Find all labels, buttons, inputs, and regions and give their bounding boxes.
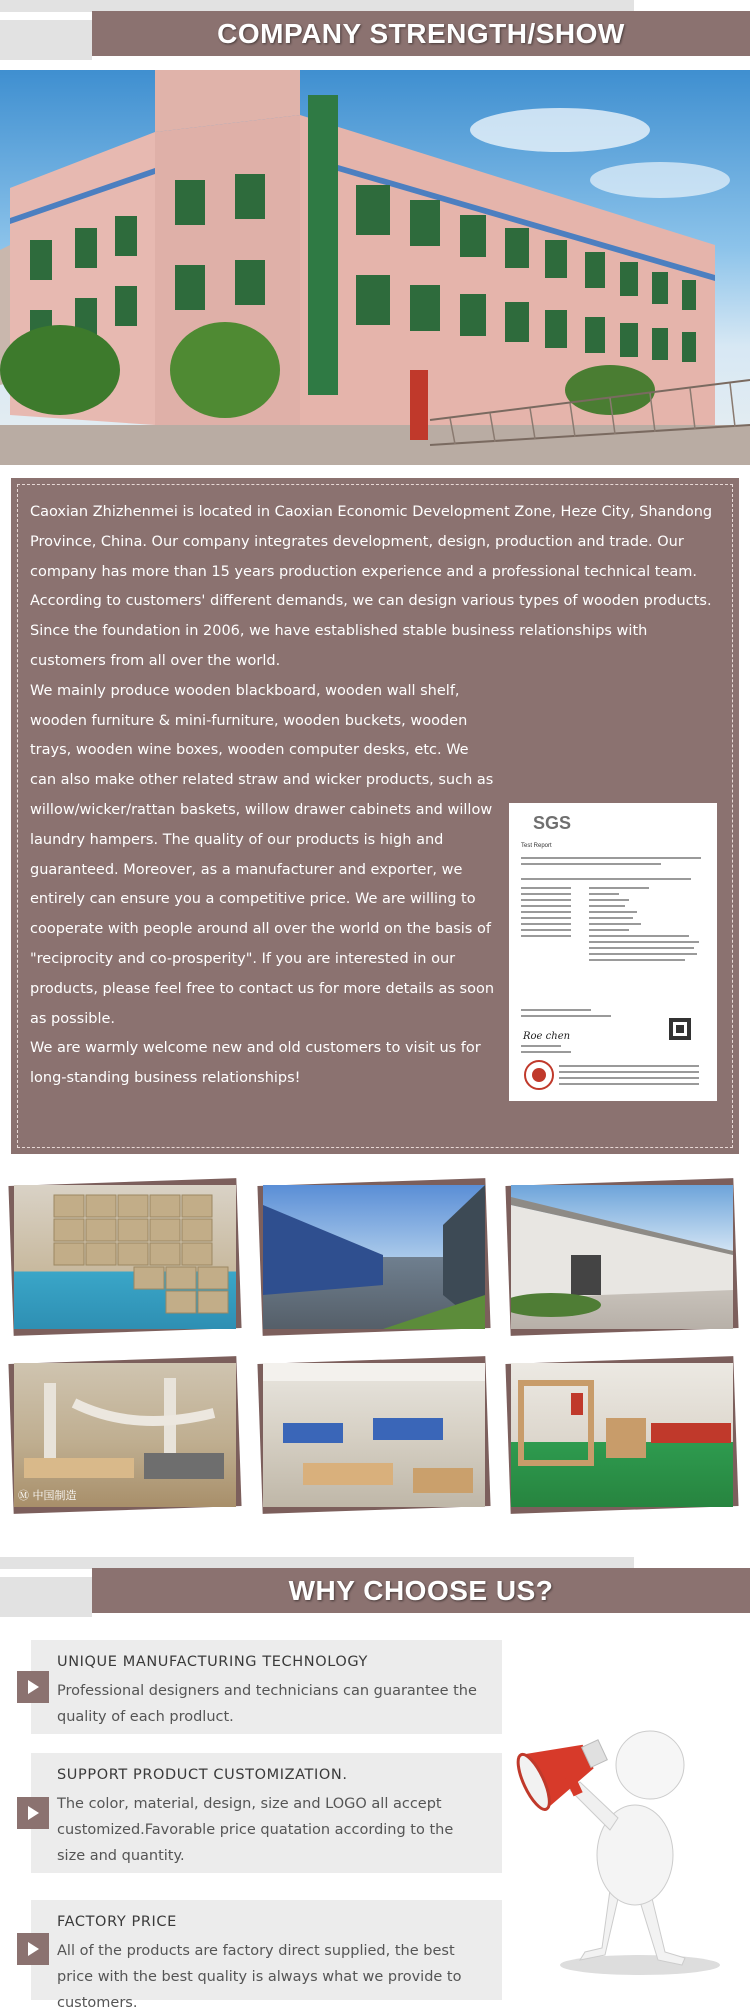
why-item-title: FACTORY PRICE bbox=[57, 1914, 177, 1930]
photo-assembly-workshop bbox=[508, 1360, 736, 1510]
sgs-logo: SGS bbox=[533, 812, 572, 833]
section-title-why-choose-us: WHY CHOOSE US? bbox=[92, 1568, 750, 1613]
photo-factory-road bbox=[260, 1182, 488, 1332]
header-accent-block bbox=[0, 20, 92, 60]
why-item-title: SUPPORT PRODUCT CUSTOMIZATION. bbox=[57, 1767, 348, 1783]
why-item-customization bbox=[31, 1753, 502, 1873]
company-intro-text bbox=[30, 498, 720, 1101]
photo-warehouse-boxes bbox=[11, 1182, 239, 1332]
section-title-company-strength: COMPANY STRENGTH/SHOW bbox=[92, 11, 750, 56]
photo-factory-hall-exterior bbox=[508, 1182, 736, 1332]
why-item-factory-price bbox=[31, 1900, 502, 2011]
megaphone-man-icon bbox=[510, 1690, 735, 1980]
certificate-doc-title: Test Report bbox=[521, 842, 552, 849]
sgs-certificate-image bbox=[509, 803, 717, 1101]
why-item-title: UNIQUE MANUFACTURING TECHNOLOGY bbox=[57, 1654, 368, 1670]
why-item-manufacturing-technology bbox=[31, 1640, 502, 1734]
certificate-signature: Roe chen bbox=[523, 1030, 571, 1042]
intro-paragraph: We mainly produce wooden blackboard, wooden wall shelf, wooden furniture & mini-furniture, wooden buckets, wooden trays, wooden wine boxes, wooden computer desks, etc. We can also make other related straw and wicker products, such as willow/wicker/rattan baskets, willow drawer cabinets and willow laundry hampers. The quality of our products is high and guaranteed. Moreover, as a manufacturer and exporter, we entirely can ensure you a competitive price. We are willing to cooperate with people around all over the world on the basis of "reciprocity and co-prosperity". If you are interested in our products, please feel free to contact us for more details as soon as possible. bbox=[30, 682, 495, 1027]
photo-workshop-machinery bbox=[11, 1360, 239, 1510]
sgs-certificate bbox=[509, 803, 717, 1101]
why-item-description: Professional designers and technicians can guarantee the quality of each prodluct. bbox=[57, 1683, 477, 1725]
play-arrow-icon bbox=[17, 1671, 49, 1703]
photo-production-floor bbox=[260, 1360, 488, 1510]
play-arrow-icon bbox=[17, 1933, 49, 1965]
why-item-description: All of the products are factory direct supplied, the best price with the best quality is always what we provide to customers. bbox=[57, 1943, 462, 2011]
made-in-china-watermark: Ⓜ 中国制造 bbox=[18, 1489, 77, 1502]
company-intro-panel bbox=[11, 478, 739, 1154]
play-arrow-icon bbox=[17, 1797, 49, 1829]
factory-building-photo bbox=[0, 70, 750, 465]
intro-paragraph: According to customers' different demands, we can design various types of wooden products. Since the foundation in 2006, we have established stable business relationships with customers from all over the world. bbox=[30, 593, 712, 669]
intro-paragraph: We are warmly welcome new and old customers to visit us for long-standing business relationships! bbox=[30, 1040, 481, 1087]
factory-illustration bbox=[0, 70, 750, 465]
intro-paragraph: Caoxian Zhizhenmei is located in Caoxian Economic Development Zone, Heze City, Shandong Province, China. Our company integrates development, design, production and trade. Our company has more than 15 years production experience and a professional technical team. bbox=[30, 504, 713, 580]
why-item-description: The color, material, design, size and LOGO all accept customized.Favorable price quatation according to the size and quantity. bbox=[57, 1796, 454, 1864]
header-accent-block bbox=[0, 1577, 92, 1617]
